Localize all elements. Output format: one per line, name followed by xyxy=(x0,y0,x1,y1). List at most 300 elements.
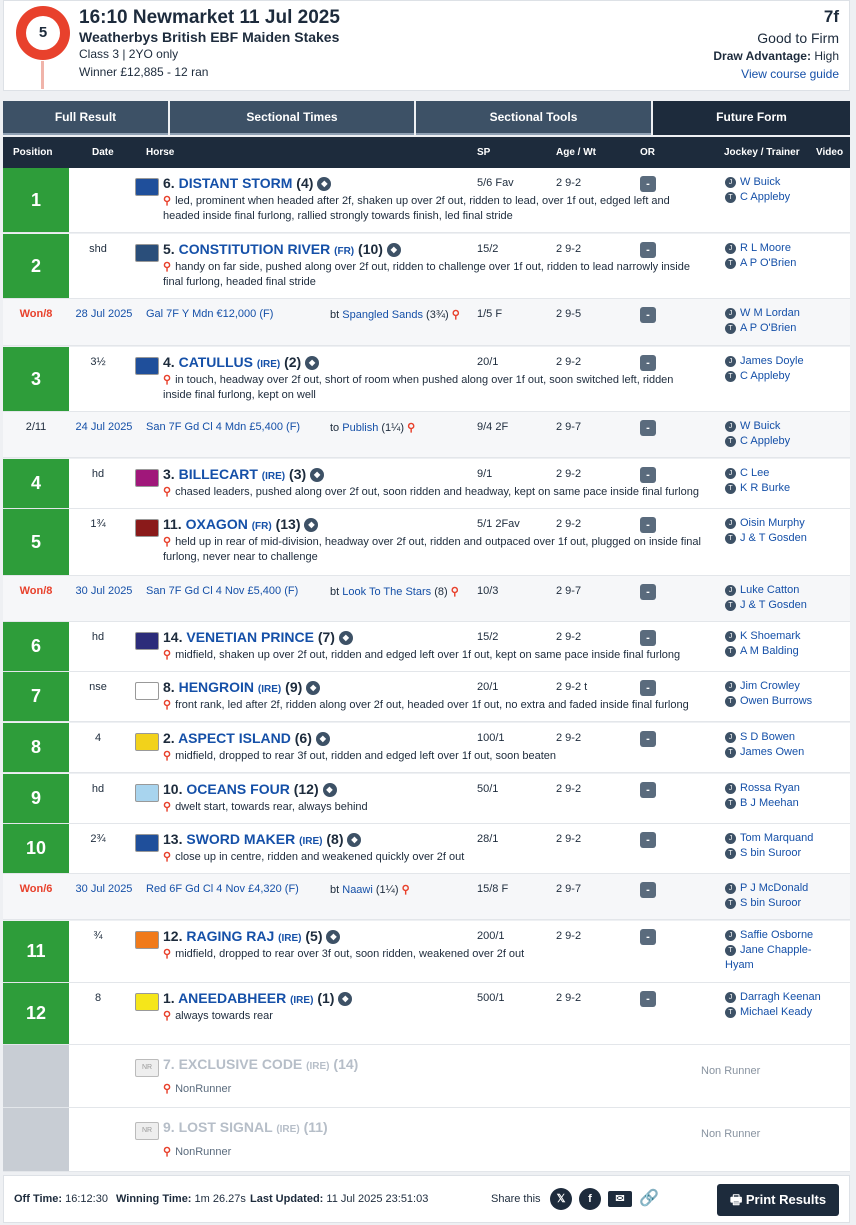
map-pin-icon: ⚲ xyxy=(163,851,172,863)
future-race[interactable]: San 7F Gd Cl 4 Mdn £5,400 (F) xyxy=(146,421,301,433)
non-runner-note-text: NonRunner xyxy=(175,1146,232,1158)
starting-price: 15/2 xyxy=(477,243,499,255)
map-pin-icon: ⚲ xyxy=(163,1146,172,1158)
race-comment-text: close up in centre, ridden and weakened quickly over 2f out xyxy=(175,851,465,863)
jockey-link[interactable]: R L Moore xyxy=(740,242,791,254)
draw-number: (3) xyxy=(289,466,307,482)
race-comment-text: in touch, headway over 2f out, short of room when pushed along over 1f out, soon switched left, ridden inside final furlong, kept on well xyxy=(163,374,674,401)
age-weight: 2 9-2 xyxy=(556,833,582,845)
jockey-link[interactable]: W M Lordan xyxy=(740,307,800,319)
jockey-icon: J xyxy=(725,421,736,432)
starting-price: 500/1 xyxy=(477,992,505,1004)
saddle-number: 5. xyxy=(163,241,175,257)
future-result: 2/11 xyxy=(25,421,47,433)
future-jockey-trainer xyxy=(725,881,825,911)
result-row xyxy=(3,921,850,983)
trainer-link[interactable]: A P O'Brien xyxy=(740,322,797,334)
future-official-rating: - xyxy=(640,584,656,600)
jockey-link[interactable]: S D Bowen xyxy=(740,731,796,743)
future-form-row xyxy=(3,412,850,458)
future-race[interactable]: Gal 7F Y Mdn €12,000 (F) xyxy=(146,308,274,320)
future-form-row xyxy=(3,874,850,920)
draw-number: (14) xyxy=(333,1056,359,1072)
trainer-link[interactable]: S bin Suroor xyxy=(740,897,802,909)
starting-price: 100/1 xyxy=(477,732,505,744)
jockey-icon: J xyxy=(725,585,736,596)
trainer-link[interactable]: S bin Suroor xyxy=(740,847,802,859)
beat-horse-link[interactable]: Spangled Sands xyxy=(342,309,423,321)
horse-country: (IRE) xyxy=(299,836,323,847)
off-time-label: Off Time: xyxy=(14,1193,63,1205)
horse-country: (IRE) xyxy=(261,471,286,482)
course-guide-link[interactable]: View course guide xyxy=(741,67,839,81)
saddle-number: 6. xyxy=(163,175,175,191)
jockey-icon: J xyxy=(725,356,736,367)
jockey-icon: J xyxy=(725,992,736,1003)
jockey-trainer xyxy=(725,928,825,973)
result-row xyxy=(3,347,850,412)
draw-number: (6) xyxy=(294,730,312,746)
race-comment xyxy=(163,749,703,764)
jockey-trainer xyxy=(725,679,825,709)
future-age-weight: 2 9-7 xyxy=(556,585,582,597)
horse-tracker-icon[interactable]: ◆ xyxy=(338,992,352,1006)
trainer-icon: T xyxy=(725,600,736,611)
trainer-icon: T xyxy=(725,533,736,544)
beaten-distance: 3½ xyxy=(90,356,106,368)
jockey-link[interactable]: Luke Catton xyxy=(740,584,800,596)
race-comment-text: always towards rear xyxy=(175,1010,273,1022)
jockey-icon: J xyxy=(725,631,736,642)
official-rating: - xyxy=(640,680,656,696)
beaten-distance: 8 xyxy=(94,992,102,1004)
horse-link[interactable]: LOST SIGNAL xyxy=(178,1119,273,1135)
trainer-link[interactable]: Michael Keady xyxy=(740,1006,813,1018)
official-rating: - xyxy=(640,176,656,192)
winning-time-value: 1m 26.27s xyxy=(194,1193,246,1205)
non-runner-label: Non Runner xyxy=(701,1065,761,1077)
jockey-trainer xyxy=(725,354,825,384)
jockey-icon: J xyxy=(725,177,736,188)
non-runner-row xyxy=(3,1108,850,1172)
starting-price: 9/1 xyxy=(477,468,493,480)
jockey-trainer xyxy=(725,175,825,205)
result-row xyxy=(3,824,850,874)
future-sp: 9/4 2F xyxy=(477,421,509,433)
map-pin-icon: ⚲ xyxy=(163,1010,172,1022)
print-results-button[interactable] xyxy=(717,1184,839,1216)
horse-tracker-icon[interactable]: ◆ xyxy=(316,732,330,746)
result-row xyxy=(3,168,850,233)
future-jockey-trainer xyxy=(725,419,825,449)
future-beat xyxy=(330,421,419,434)
trainer-link[interactable]: K R Burke xyxy=(740,482,791,494)
horse-name xyxy=(163,241,401,257)
jockey-link[interactable]: Jim Crowley xyxy=(740,680,800,692)
race-prize: Winner £12,885 - 12 ran xyxy=(79,65,209,79)
beat-distance: (3¾) xyxy=(426,309,449,321)
future-race[interactable]: San 7F Gd Cl 4 Nov £5,400 (F) xyxy=(146,585,299,597)
trainer-link[interactable]: B J Meehan xyxy=(740,797,799,809)
tab-future-form[interactable]: Future Form xyxy=(653,101,850,135)
future-jockey-trainer xyxy=(725,306,825,336)
draw-number: (9) xyxy=(285,679,303,695)
beat-horse-link[interactable]: Publish xyxy=(342,422,379,434)
saddle-number: 3. xyxy=(163,466,175,482)
race-comment-text: handy on far side, pushed along over 2f out, ridden to challenge over 1f out, ridden to lead narrowly inside final furlong, headed final stride xyxy=(163,261,690,288)
future-official-rating: - xyxy=(640,882,656,898)
beaten-distance: hd xyxy=(91,468,105,480)
trainer-link[interactable]: C Appleby xyxy=(740,370,791,382)
trainer-icon: T xyxy=(725,848,736,859)
beat-distance: (1¼) xyxy=(381,422,405,434)
jockey-silks-icon xyxy=(135,993,159,1011)
jockey-trainer xyxy=(725,831,825,861)
official-rating: - xyxy=(640,355,656,371)
horse-name xyxy=(163,175,331,191)
age-weight: 2 9-2 xyxy=(556,518,582,530)
finish-position: 2 xyxy=(3,234,69,298)
starting-price: 200/1 xyxy=(477,930,505,942)
horse-country: (FR) xyxy=(334,246,355,257)
race-name: Weatherbys British EBF Maiden Stakes xyxy=(79,29,340,45)
race-comment-text: led, prominent when headed after 2f, shaken up over 2f out, ridden to lead, over 1f out, edged left and headed inside final furlong, rallied strongly towards finish, led final stride xyxy=(163,195,670,222)
beat-horse-link[interactable]: Look To The Stars xyxy=(342,586,432,598)
tab-sectional-tools[interactable]: Sectional Tools xyxy=(416,101,651,135)
future-date[interactable]: 24 Jul 2025 xyxy=(75,421,133,433)
horse-link[interactable]: ANEEDABHEER xyxy=(178,990,287,1006)
col-age-wt: Age / Wt xyxy=(556,147,596,158)
race-comment xyxy=(163,1009,703,1024)
finish-position: 7 xyxy=(3,672,69,721)
saddle-number: 7. xyxy=(163,1056,175,1072)
race-comment-text: held up in rear of mid-division, headway over 2f out, ridden and outpaced over 1f out, plugged on inside final furlong, never near to challenge xyxy=(163,536,701,563)
map-pin-icon: ⚲ xyxy=(401,884,410,896)
future-age-weight: 2 9-7 xyxy=(556,421,582,433)
future-official-rating: - xyxy=(640,420,656,436)
draw-number: (8) xyxy=(326,831,344,847)
jockey-link[interactable]: C Lee xyxy=(740,467,770,479)
horse-link[interactable]: CONSTITUTION RIVER xyxy=(178,241,331,257)
race-comment xyxy=(163,485,703,500)
future-age-weight: 2 9-5 xyxy=(556,308,582,320)
trainer-icon: T xyxy=(725,258,736,269)
result-row xyxy=(3,622,850,672)
horse-tracker-icon[interactable]: ◆ xyxy=(305,356,319,370)
saddle-number: 12. xyxy=(163,928,183,944)
race-going: Good to Firm xyxy=(757,30,839,46)
race-comment-text: dwelt start, towards rear, always behind xyxy=(175,801,368,813)
trainer-link[interactable]: J & T Gosden xyxy=(740,532,807,544)
future-sp: 1/5 F xyxy=(477,308,503,320)
last-updated-label: Last Updated: xyxy=(250,1193,324,1205)
trainer-link[interactable]: A P O'Brien xyxy=(740,257,797,269)
map-pin-icon: ⚲ xyxy=(163,948,172,960)
jockey-link[interactable]: P J McDonald xyxy=(740,882,809,894)
age-weight: 2 9-2 xyxy=(556,243,582,255)
horse-name xyxy=(163,730,330,746)
trainer-link[interactable]: C Appleby xyxy=(740,435,791,447)
future-sp: 10/3 xyxy=(477,585,499,597)
future-race[interactable]: Red 6F Gd Cl 4 Nov £4,320 (F) xyxy=(146,883,299,895)
future-date[interactable]: 30 Jul 2025 xyxy=(75,585,133,597)
jockey-silks-icon xyxy=(135,632,159,650)
map-pin-icon: ⚲ xyxy=(451,309,460,321)
col-video: Video xyxy=(816,147,844,158)
future-jockey-trainer xyxy=(725,583,825,613)
jockey-link[interactable]: Saffie Osborne xyxy=(740,929,814,941)
result-row xyxy=(3,723,850,773)
draw-number: (13) xyxy=(275,516,301,532)
horse-country: (IRE) xyxy=(256,359,281,370)
jockey-trainer xyxy=(725,629,825,659)
beat-word: to xyxy=(330,422,340,434)
draw-number: (2) xyxy=(284,354,302,370)
horse-tracker-icon[interactable]: ◆ xyxy=(323,783,337,797)
jockey-link[interactable]: Oisin Murphy xyxy=(740,517,805,529)
jockey-link[interactable]: W Buick xyxy=(740,176,781,188)
horse-name xyxy=(163,781,337,797)
race-comment xyxy=(163,260,703,290)
draw-advantage-value: High xyxy=(814,49,839,63)
jockey-silks-icon xyxy=(135,469,159,487)
starting-price: 15/2 xyxy=(477,631,499,643)
col-horse: Horse xyxy=(146,147,175,158)
horse-name xyxy=(163,679,320,695)
jockey-link[interactable]: K Shoemark xyxy=(740,630,801,642)
saddle-number: 14. xyxy=(163,629,183,645)
future-result: Won/8 xyxy=(19,308,53,320)
beaten-distance: nse xyxy=(89,681,107,693)
race-comment-text: midfield, shaken up over 2f out, ridden and edged left over 1f out, kept on same pace inside final furlong xyxy=(175,649,681,661)
horse-tracker-icon[interactable]: ◆ xyxy=(304,518,318,532)
result-row xyxy=(3,672,850,722)
jockey-link[interactable]: W Buick xyxy=(740,420,781,432)
winning-time-label: Winning Time: xyxy=(116,1193,192,1205)
jockey-trainer xyxy=(725,781,825,811)
badge-divider xyxy=(41,61,44,89)
beaten-distance: ¾ xyxy=(93,930,103,942)
non-runner-silks-icon: NR xyxy=(135,1122,159,1140)
future-age-weight: 2 9-7 xyxy=(556,883,582,895)
age-weight: 2 9-2 xyxy=(556,783,582,795)
race-comment-text: midfield, dropped to rear over 3f out, soon ridden, weakened over 2f out xyxy=(175,948,525,960)
jockey-icon: J xyxy=(725,308,736,319)
horse-link[interactable]: VENETIAN PRINCE xyxy=(186,629,314,645)
future-date[interactable]: 30 Jul 2025 xyxy=(75,883,133,895)
race-number: 5 xyxy=(26,16,60,50)
jockey-icon: J xyxy=(725,518,736,529)
result-row xyxy=(3,459,850,509)
race-comment xyxy=(163,800,703,815)
beaten-distance: shd xyxy=(89,243,107,255)
link-icon[interactable]: 🔗 xyxy=(639,1190,659,1207)
horse-tracker-icon[interactable]: ◆ xyxy=(339,631,353,645)
horse-tracker-icon[interactable]: ◆ xyxy=(387,243,401,257)
beat-word: bt xyxy=(330,884,340,896)
jockey-link[interactable]: Rossa Ryan xyxy=(740,782,800,794)
horse-tracker-icon[interactable]: ◆ xyxy=(310,468,324,482)
race-comment-text: midfield, dropped to rear 3f out, ridden and edged left over 1f out, soon beaten xyxy=(175,750,557,762)
jockey-silks-icon xyxy=(135,834,159,852)
jockey-link[interactable]: Tom Marquand xyxy=(740,832,814,844)
trainer-link[interactable]: A M Balding xyxy=(740,645,799,657)
race-class: Class 3 | 2YO only xyxy=(79,47,179,61)
future-official-rating: - xyxy=(640,307,656,323)
trainer-link[interactable]: C Appleby xyxy=(740,191,791,203)
map-pin-icon: ⚲ xyxy=(163,536,172,548)
horse-name xyxy=(163,466,324,482)
map-pin-icon: ⚲ xyxy=(163,374,172,386)
col-jockey-trainer: Jockey / Trainer xyxy=(724,147,800,158)
map-pin-icon: ⚲ xyxy=(163,261,172,273)
age-weight: 2 9-2 xyxy=(556,992,582,1004)
future-form-row xyxy=(3,576,850,622)
race-distance: 7f xyxy=(823,7,839,26)
horse-tracker-icon[interactable]: ◆ xyxy=(306,681,320,695)
email-icon[interactable]: ✉ xyxy=(608,1191,632,1207)
horse-link[interactable]: OXAGON xyxy=(185,516,248,532)
horse-link[interactable]: EXCLUSIVE CODE xyxy=(178,1056,303,1072)
official-rating: - xyxy=(640,991,656,1007)
future-date[interactable]: 28 Jul 2025 xyxy=(75,308,133,320)
map-pin-icon: ⚲ xyxy=(450,586,459,598)
result-row xyxy=(3,234,850,299)
draw-number: (7) xyxy=(317,629,335,645)
race-footer xyxy=(3,1175,850,1223)
official-rating: - xyxy=(640,630,656,646)
trainer-icon: T xyxy=(725,945,736,956)
finish-position: 6 xyxy=(3,622,69,671)
jockey-silks-icon xyxy=(135,357,159,375)
trainer-icon: T xyxy=(725,192,736,203)
horse-name xyxy=(163,516,318,532)
horse-country: (IRE) xyxy=(306,1061,330,1072)
non-runner-name xyxy=(163,1119,328,1135)
finish-position: 5 xyxy=(3,509,69,575)
age-weight: 2 9-2 xyxy=(556,356,582,368)
race-comment xyxy=(163,373,703,403)
horse-name xyxy=(163,831,361,847)
trainer-link[interactable]: J & T Gosden xyxy=(740,599,807,611)
draw-number: (5) xyxy=(305,928,323,944)
winning-time xyxy=(116,1193,246,1205)
saddle-number: 4. xyxy=(163,354,175,370)
starting-price: 5/1 2Fav xyxy=(477,518,520,530)
official-rating: - xyxy=(640,467,656,483)
trainer-link[interactable]: James Owen xyxy=(740,746,805,758)
result-row xyxy=(3,983,850,1045)
jockey-link[interactable]: Darragh Keenan xyxy=(740,991,821,1003)
finish-position: 12 xyxy=(3,983,69,1044)
finish-position: 11 xyxy=(3,921,69,982)
map-pin-icon: ⚲ xyxy=(163,195,172,207)
future-sp: 15/8 F xyxy=(477,883,509,895)
horse-link[interactable]: OCEANS FOUR xyxy=(186,781,290,797)
jockey-silks-icon xyxy=(135,178,159,196)
official-rating: - xyxy=(640,731,656,747)
age-weight: 2 9-2 xyxy=(556,177,582,189)
horse-link[interactable]: DISTANT STORM xyxy=(178,175,293,191)
future-beat xyxy=(330,883,414,896)
beat-distance: (1¼) xyxy=(375,884,399,896)
horse-link[interactable]: CATULLUS xyxy=(178,354,253,370)
official-rating: - xyxy=(640,782,656,798)
horse-tracker-icon[interactable]: ◆ xyxy=(326,930,340,944)
finish-position: 3 xyxy=(3,347,69,411)
horse-link[interactable]: RAGING RAJ xyxy=(186,928,275,944)
facebook-icon[interactable]: f xyxy=(579,1188,601,1210)
starting-price: 50/1 xyxy=(477,783,499,795)
age-weight: 2 9-2 xyxy=(556,468,582,480)
saddle-number: 8. xyxy=(163,679,175,695)
race-header xyxy=(3,0,850,91)
draw-advantage-label: Draw Advantage: xyxy=(713,49,811,63)
horse-name xyxy=(163,629,353,645)
trainer-link[interactable]: Owen Burrows xyxy=(740,695,813,707)
horse-country: (IRE) xyxy=(276,1124,300,1135)
horse-tracker-icon[interactable]: ◆ xyxy=(317,177,331,191)
draw-number: (1) xyxy=(317,990,335,1006)
trainer-icon: T xyxy=(725,1007,736,1018)
future-beat xyxy=(330,585,463,598)
jockey-icon: J xyxy=(725,468,736,479)
horse-link[interactable]: HENGROIN xyxy=(178,679,255,695)
race-comment xyxy=(163,535,703,565)
result-tabs xyxy=(3,101,850,135)
horse-name xyxy=(163,354,319,370)
jockey-silks-icon xyxy=(135,682,159,700)
horse-country: (IRE) xyxy=(278,933,302,944)
horse-link[interactable]: SWORD MAKER xyxy=(186,831,296,847)
saddle-number: 9. xyxy=(163,1119,175,1135)
saddle-number: 13. xyxy=(163,831,183,847)
draw-number: (11) xyxy=(303,1119,328,1135)
age-weight: 2 9-2 xyxy=(556,631,582,643)
map-pin-icon: ⚲ xyxy=(163,1083,172,1095)
beaten-distance: 2¾ xyxy=(90,833,106,845)
race-comment xyxy=(163,194,703,224)
horse-country: (IRE) xyxy=(257,684,282,695)
age-weight: 2 9-2 t xyxy=(556,681,588,693)
non-runner-note xyxy=(163,1145,703,1160)
map-pin-icon: ⚲ xyxy=(163,801,172,813)
horse-name xyxy=(163,928,340,944)
map-pin-icon: ⚲ xyxy=(163,750,172,762)
jockey-link[interactable]: James Doyle xyxy=(740,355,804,367)
official-rating: - xyxy=(640,242,656,258)
horse-link[interactable]: ASPECT ISLAND xyxy=(178,730,291,746)
col-or: OR xyxy=(640,147,655,158)
tab-sectional-times[interactable]: Sectional Times xyxy=(170,101,414,135)
saddle-number: 11. xyxy=(163,516,182,532)
jockey-silks-icon xyxy=(135,784,159,802)
last-updated xyxy=(250,1193,428,1205)
starting-price: 5/6 Fav xyxy=(477,177,514,189)
trainer-link[interactable]: Jane Chapple-Hyam xyxy=(725,944,812,971)
horse-link[interactable]: BILLECART xyxy=(178,466,258,482)
tab-full-result[interactable]: Full Result xyxy=(3,101,168,135)
results-table-header xyxy=(3,137,850,168)
draw-number: (4) xyxy=(296,175,314,191)
non-runner-name xyxy=(163,1056,358,1072)
beat-horse-link[interactable]: Naawi xyxy=(342,884,373,896)
printer-icon: 🖶 xyxy=(729,1192,743,1207)
x-twitter-icon[interactable]: 𝕏 xyxy=(550,1188,572,1210)
horse-tracker-icon[interactable]: ◆ xyxy=(347,833,361,847)
draw-advantage xyxy=(713,49,839,63)
official-rating: - xyxy=(640,517,656,533)
